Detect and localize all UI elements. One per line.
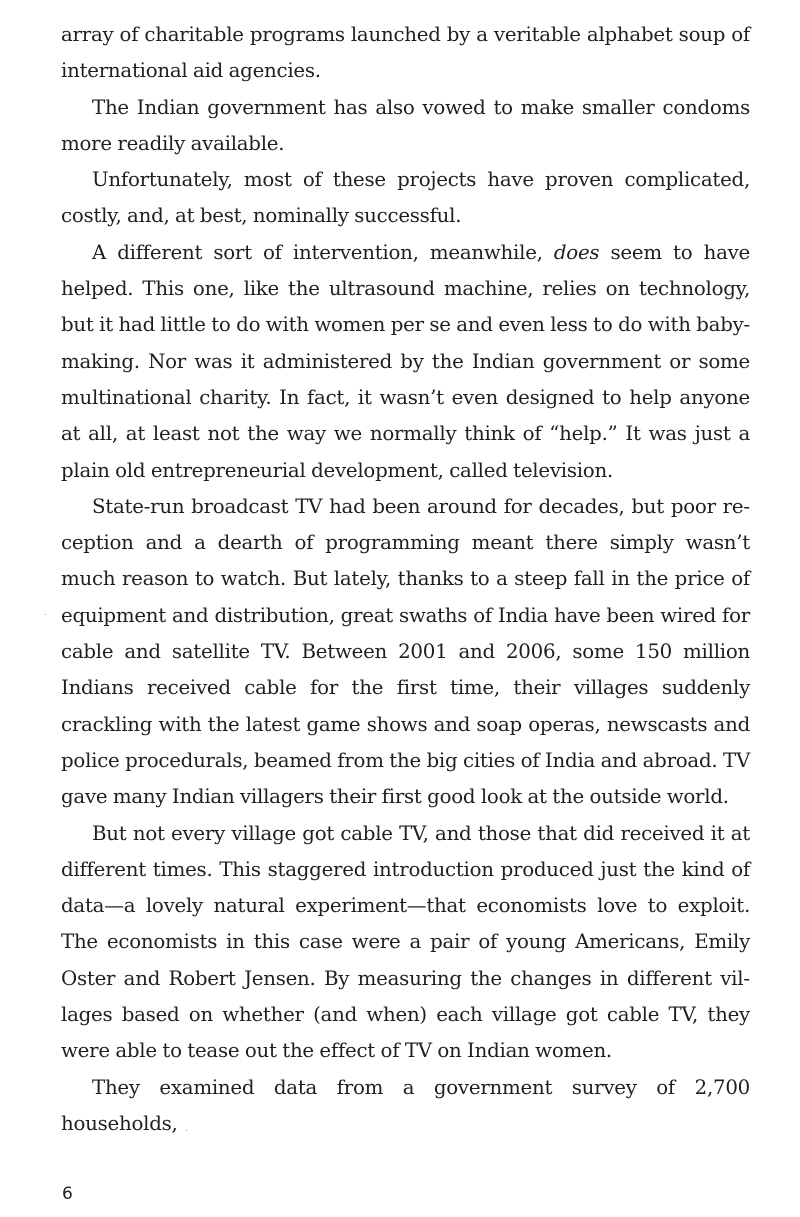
paragraph-text: But not every village got cable TV, and those that did received it at different times. This staggered introduction produced just the kind of data—a lovely natural experiment—that economists love to exploit. The economists in this case were a pair of young Americans, Emily Oster and Robert Jensen. By measuring the changes in different villages based on whether (and when) each village got cable TV, they were able to tease out the effect of TV on Indian women. [61, 821, 750, 1063]
paragraph [61, 1070, 750, 1143]
paragraph-text: seem to have helped. This one, like the ultrasound machine, relies on technology, but it had little to do with women per se and even less to do with baby-making. Nor was it administered by the Indian government or some multinational charity. In fact, it wasn’t even designed to help anyone at all, at least not the way we normally think of “help.” It was just a plain old entrepreneurial development, called television. [61, 240, 750, 482]
scan-speck [45, 614, 46, 615]
page-number: 6 [62, 1184, 73, 1204]
paragraph-text: A different sort of intervention, meanwhile, [92, 240, 554, 264]
paragraph-text: State-run broadcast TV had been around for decades, but poor reception and a dearth of programming meant there simply wasn’t much reason to watch. But lately, thanks to a steep fall in the price of equipment and distribution, great swaths of India have been wired for cable and satellite TV. Between 2001 and 2006, some 150 million Indians received cable for the first time, their villages suddenly crackling with the latest game shows and soap operas, newscasts and police procedurals, beamed from the big cities of India and abroad. TV gave many Indian villagers their first good look at the outside world. [61, 494, 750, 809]
paragraph-text: Unfortunately, most of these projects have proven complicated, costly, and, at best, nominally successful. [61, 168, 750, 228]
paragraph [61, 162, 750, 235]
paragraph [61, 489, 750, 816]
paragraph [61, 17, 750, 90]
paragraph-text: The Indian government has also vowed to make smaller condoms more readily available. [61, 95, 750, 155]
book-page-text [61, 17, 750, 1142]
emphasis-text: does [553, 240, 600, 264]
scan-speck [186, 1130, 187, 1131]
paragraph [61, 235, 750, 489]
paragraph [61, 90, 750, 163]
paragraph-text: They examined data from a government survey of 2,700 households, [61, 1075, 750, 1135]
paragraph [61, 816, 750, 1070]
paragraph-text: array of charitable programs launched by a veritable alphabet soup of international aid agencies. [61, 23, 750, 83]
